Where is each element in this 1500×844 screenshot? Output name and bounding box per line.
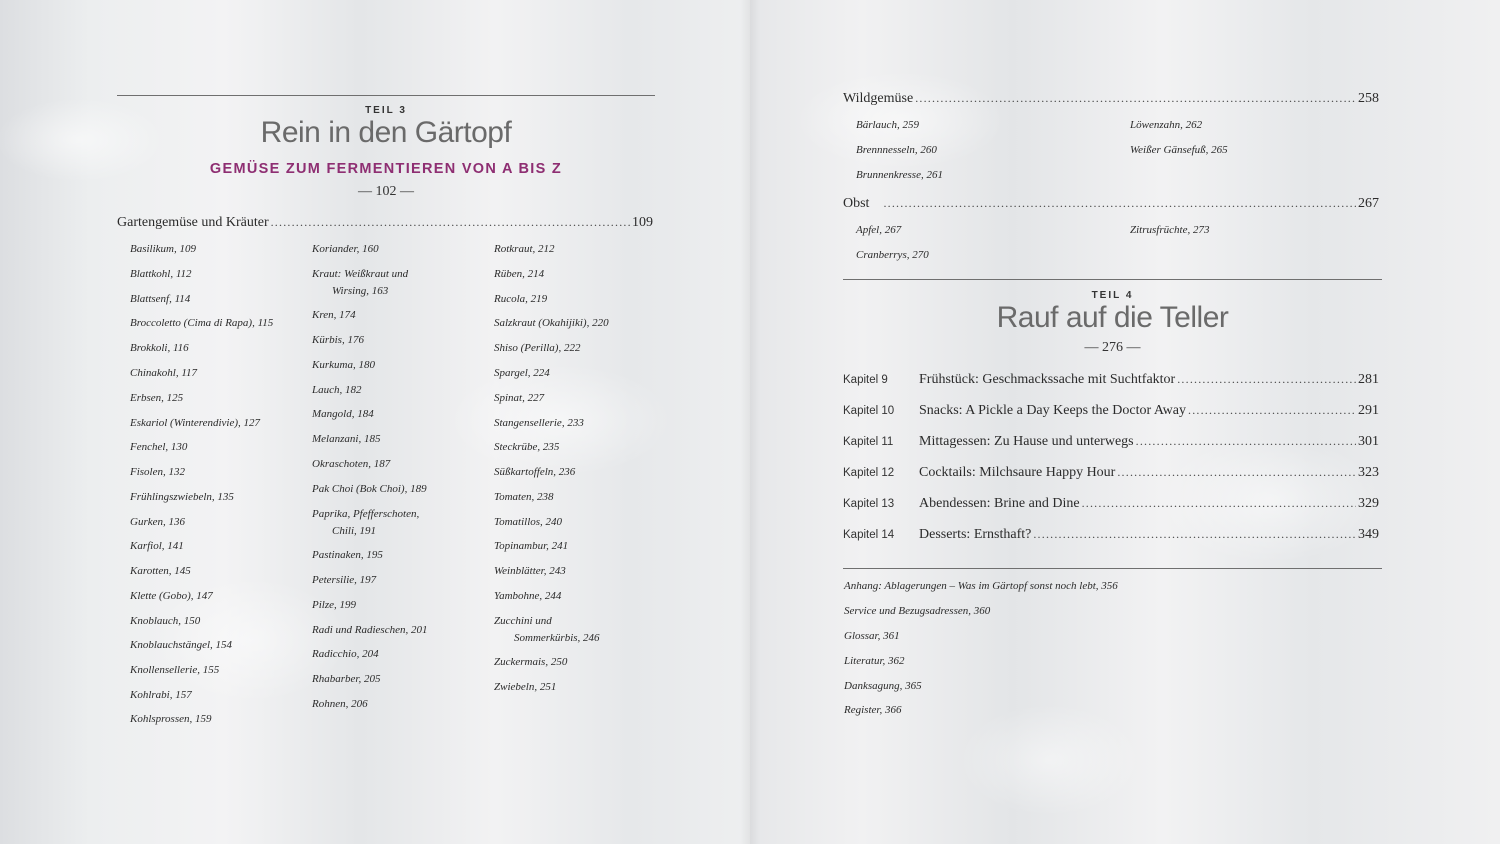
index-entry: Tomaten, 238 <box>494 491 554 503</box>
section-page: 109 <box>632 215 653 230</box>
index-entry: Pilze, 199 <box>312 599 356 611</box>
chapter-title: Desserts: Ernsthaft? <box>919 527 1032 542</box>
index-entry: Radi und Radieschen, 201 <box>312 624 428 636</box>
index-entry: Rüben, 214 <box>494 268 545 280</box>
index-entry: Karotten, 145 <box>130 565 191 577</box>
chapter-number: Kapitel 11 <box>843 436 894 448</box>
section-page: 267 <box>1358 196 1379 211</box>
leader-dots <box>915 91 1356 106</box>
index-entry: Apfel, 267 <box>856 224 902 236</box>
index-entry: Blattsenf, 114 <box>130 293 191 305</box>
leader-dots <box>1188 403 1356 418</box>
index-entry: Chili, 191 <box>332 525 377 537</box>
chapter-line <box>843 372 1379 388</box>
index-entry: Okraschoten, 187 <box>312 458 391 470</box>
index-entry: Blattkohl, 112 <box>130 268 192 280</box>
section-line-garden <box>117 215 653 231</box>
index-entry: Klette (Gobo), 147 <box>130 590 213 602</box>
chapter-line <box>843 496 1379 512</box>
index-entry: Koriander, 160 <box>312 243 379 255</box>
leader-dots <box>271 215 630 230</box>
index-entry: Frühlingszwiebeln, 135 <box>130 491 234 503</box>
index-entry: Kurkuma, 180 <box>312 359 375 371</box>
index-entry: Yambohne, 244 <box>494 590 562 602</box>
index-entry: Brokkoli, 116 <box>130 342 189 354</box>
index-entry: Tomatillos, 240 <box>494 516 563 528</box>
leader-dots <box>1033 527 1356 542</box>
appendix-rule <box>843 568 1382 569</box>
chapter-number: Kapitel 10 <box>843 405 895 417</box>
index-entry: Erbsen, 125 <box>130 392 184 404</box>
index-entry: Pak Choi (Bok Choi), 189 <box>312 483 427 495</box>
section-page: 258 <box>1358 91 1379 106</box>
index-entry: Rucola, 219 <box>494 293 548 305</box>
index-entry: Zuckermais, 250 <box>494 656 568 668</box>
index-entry: Kohlrabi, 157 <box>130 689 192 701</box>
index-entry: Mangold, 184 <box>312 408 374 420</box>
leader-dots <box>1117 465 1356 480</box>
index-entry: Shiso (Perilla), 222 <box>494 342 581 354</box>
index-entry: Eskariol (Winterendivie), 127 <box>130 417 261 429</box>
appendix-entry: Register, 366 <box>844 704 902 716</box>
part-label: TEIL 4 <box>1091 290 1134 301</box>
leader-dots <box>1136 434 1356 449</box>
section-label: Obst <box>843 196 870 211</box>
index-entry: Steckrübe, 235 <box>494 441 560 453</box>
chapter-line <box>843 434 1379 450</box>
section-line-obst <box>843 196 1379 212</box>
index-entry: Fisolen, 132 <box>130 466 185 478</box>
chapter-number: Kapitel 12 <box>843 467 895 479</box>
chapter-line <box>843 527 1379 543</box>
index-entry: Cranberrys, 270 <box>856 249 929 261</box>
index-entry: Knoblauch, 150 <box>130 615 201 627</box>
index-entry: Knoblauchstängel, 154 <box>130 639 233 651</box>
part-title: Rauf auf die Teller <box>996 301 1229 334</box>
index-entry: Radicchio, 204 <box>312 648 379 660</box>
appendix-entry: Danksagung, 365 <box>844 680 922 692</box>
index-entry: Sommerkürbis, 246 <box>514 632 600 644</box>
index-entry: Spinat, 227 <box>494 392 545 404</box>
appendix-entry: Anhang: Ablagerungen – Was im Gärtopf sonst noch lebt, 356 <box>844 580 1118 592</box>
appendix-entry: Service und Bezugsadressen, 360 <box>844 605 991 617</box>
index-entry: Rhabarber, 205 <box>312 673 381 685</box>
chapter-title: Mittagessen: Zu Hause und unterwegs <box>919 434 1134 449</box>
part-page-number: — 276 — <box>1084 340 1141 355</box>
index-entry: Kohlsprossen, 159 <box>130 713 212 725</box>
part-subtitle: GEMÜSE ZUM FERMENTIEREN VON A BIS Z <box>209 161 563 177</box>
chapter-page: 291 <box>1358 403 1379 418</box>
chapter-page: 349 <box>1358 527 1379 542</box>
index-entry: Stangensellerie, 233 <box>494 417 584 429</box>
index-entry: Kraut: Weißkraut und <box>312 268 409 280</box>
right-page <box>750 0 1500 844</box>
index-entry: Melanzani, 185 <box>312 433 381 445</box>
index-entry: Lauch, 182 <box>312 384 362 396</box>
chapter-title: Frühstück: Geschmackssache mit Suchtfaktor <box>919 372 1176 387</box>
chapter-title: Cocktails: Milchsaure Happy Hour <box>919 465 1116 480</box>
appendix-entry: Literatur, 362 <box>844 655 905 667</box>
index-entry: Karfiol, 141 <box>130 540 184 552</box>
index-entry: Kürbis, 176 <box>312 334 364 346</box>
index-entry: Salzkraut (Okahijiki), 220 <box>494 317 609 329</box>
chapter-page: 281 <box>1358 372 1379 387</box>
top-rule <box>117 95 655 96</box>
index-entry: Broccoletto (Cima di Rapa), 115 <box>130 317 274 329</box>
index-entry: Spargel, 224 <box>494 367 550 379</box>
leader-dots <box>1177 372 1356 387</box>
chapter-number: Kapitel 14 <box>843 529 895 541</box>
chapter-number: Kapitel 9 <box>843 374 888 386</box>
index-entry: Rohnen, 206 <box>312 698 368 710</box>
index-entry: Gurken, 136 <box>130 516 185 528</box>
section-label: Wildgemüse <box>843 91 914 106</box>
index-entry: Petersilie, 197 <box>312 574 377 586</box>
index-entry: Wirsing, 163 <box>332 285 389 297</box>
index-entry: Löwenzahn, 262 <box>1130 119 1203 131</box>
index-entry: Weinblätter, 243 <box>494 565 566 577</box>
book-gutter <box>740 0 760 844</box>
index-entry: Brennnesseln, 260 <box>856 144 937 156</box>
index-entry: Brunnenkresse, 261 <box>856 169 943 181</box>
index-entry: Zwiebeln, 251 <box>494 681 557 693</box>
chapter-page: 301 <box>1358 434 1379 449</box>
index-entry: Bärlauch, 259 <box>856 119 919 131</box>
index-entry: Chinakohl, 117 <box>130 367 198 379</box>
chapter-page: 329 <box>1358 496 1379 511</box>
index-entry: Süßkartoffeln, 236 <box>494 466 576 478</box>
chapter-page: 323 <box>1358 465 1379 480</box>
index-entry: Knollensellerie, 155 <box>130 664 220 676</box>
part-title: Rein in den Gärtopf <box>260 116 512 149</box>
chapter-line <box>843 403 1379 419</box>
section-line-wild <box>843 91 1379 107</box>
chapter-title: Snacks: A Pickle a Day Keeps the Doctor Away <box>919 403 1186 418</box>
index-entry: Topinambur, 241 <box>494 540 569 552</box>
index-entry: Kren, 174 <box>312 309 356 321</box>
leader-dots <box>1082 496 1356 511</box>
chapter-number: Kapitel 13 <box>843 498 895 510</box>
appendix-entry: Glossar, 361 <box>844 630 900 642</box>
index-entry: Pastinaken, 195 <box>312 549 383 561</box>
index-entry: Fenchel, 130 <box>130 441 188 453</box>
index-entry: Zucchini und <box>494 615 552 627</box>
chapter-title: Abendessen: Brine and Dine <box>919 496 1080 511</box>
index-entry: Zitrusfrüchte, 273 <box>1130 224 1210 236</box>
index-entry: Paprika, Pfefferschoten, <box>312 508 420 520</box>
part-label: TEIL 3 <box>365 105 407 116</box>
leader-dots <box>883 196 1356 211</box>
index-entry: Weißer Gänsefuß, 265 <box>1130 144 1228 156</box>
index-entry: Basilikum, 109 <box>130 243 196 255</box>
index-entry: Rotkraut, 212 <box>494 243 555 255</box>
part-rule <box>843 279 1382 280</box>
section-label: Gartengemüse und Kräuter <box>117 215 269 230</box>
part-page-number: — 102 — <box>358 184 414 199</box>
chapter-line <box>843 465 1379 481</box>
